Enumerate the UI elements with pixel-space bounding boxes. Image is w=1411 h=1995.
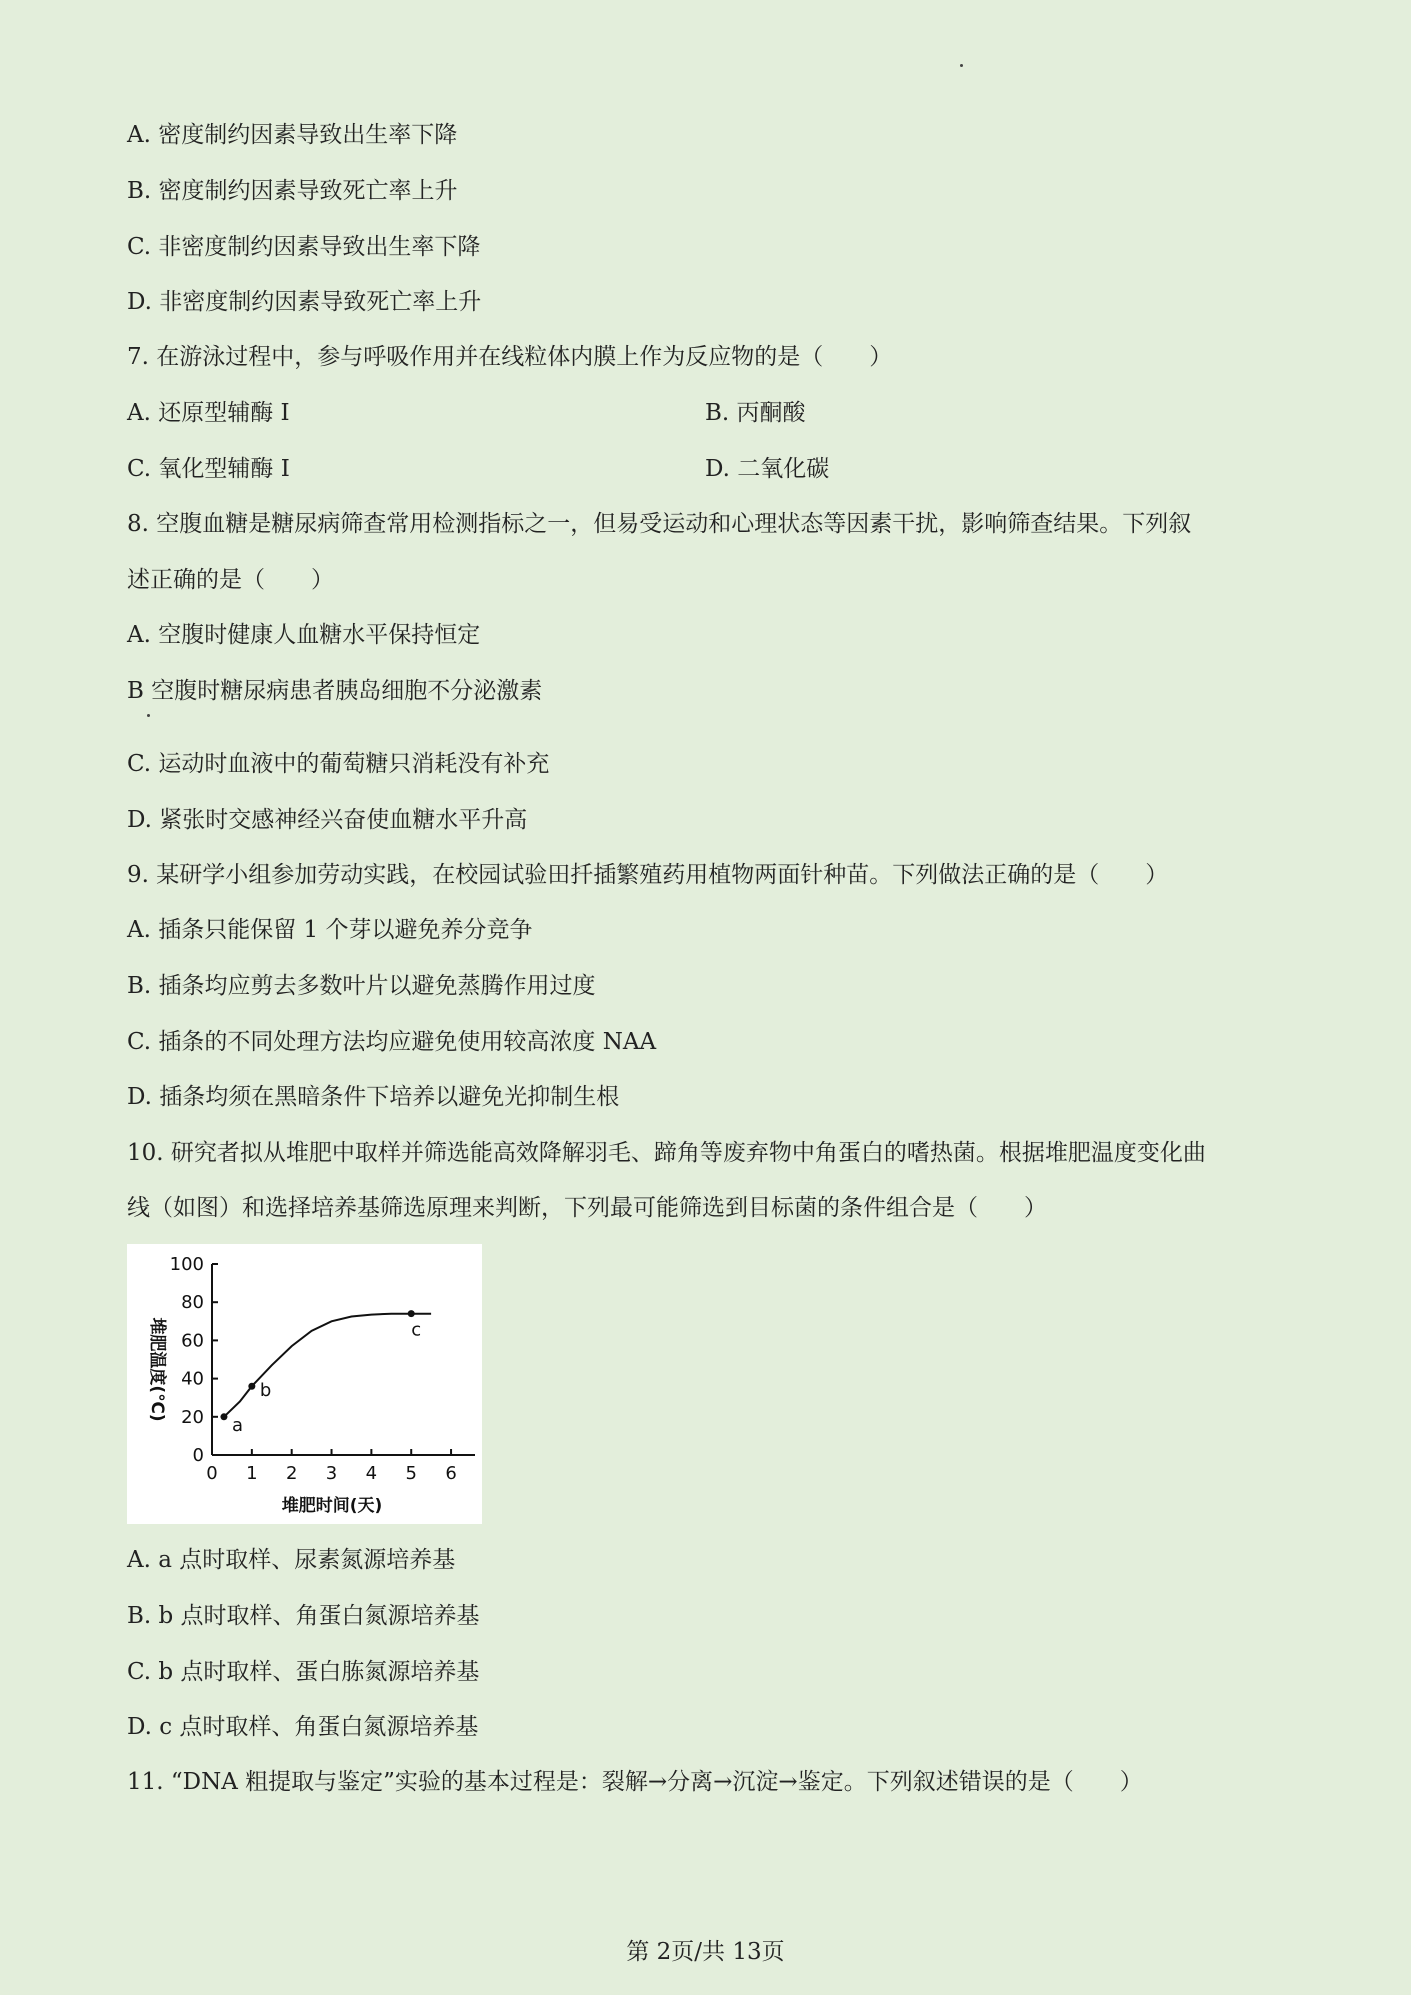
y-tick-label: 0 bbox=[192, 1445, 204, 1466]
q10-stem-line1: 10. 研究者拟从堆肥中取样并筛选能高效降解羽毛、蹄角等废弃物中角蛋白的嗜热菌。根据堆肥温度变化曲 bbox=[127, 1140, 1206, 1166]
x-tick-label: 0 bbox=[206, 1463, 218, 1484]
q8-option-d: D. 紧张时交感神经兴奋使血糖水平升高 bbox=[127, 807, 528, 833]
q7-stem: 7. 在游泳过程中，参与呼吸作用并在线粒体内膜上作为反应物的是（ ） bbox=[127, 344, 893, 370]
q9-stem: 9. 某研学小组参加劳动实践，在校园试验田扦插繁殖药用植物两面针种苗。下列做法正确的是（ ） bbox=[127, 862, 1169, 888]
q6-option-c: C. 非密度制约因素导致出生率下降 bbox=[127, 234, 481, 260]
q10-option-a: A. a 点时取样、尿素氮源培养基 bbox=[127, 1547, 456, 1573]
q11-stem: 11. “DNA 粗提取与鉴定”实验的基本过程是：裂解→分离→沉淀→鉴定。下列叙述错误的是（ ） bbox=[127, 1769, 1143, 1795]
q9-option-d: D. 插条均须在黑暗条件下培养以避免光抑制生根 bbox=[127, 1084, 620, 1110]
data-point-a bbox=[220, 1413, 227, 1420]
q8-option-a: A. 空腹时健康人血糖水平保持恒定 bbox=[127, 622, 481, 648]
q9-option-a: A. 插条只能保留 1 个芽以避免养分竞争 bbox=[127, 917, 533, 943]
x-tick-label: 1 bbox=[246, 1463, 258, 1484]
y-tick-label: 80 bbox=[181, 1292, 204, 1314]
q8-stem-line2: 述正确的是（ ） bbox=[127, 567, 334, 593]
y-axis-title: 堆肥温度(℃) bbox=[147, 1317, 167, 1422]
x-tick-label: 4 bbox=[365, 1463, 378, 1484]
q10-option-b: B. b 点时取样、角蛋白氮源培养基 bbox=[127, 1603, 480, 1629]
q6-option-a: A. 密度制约因素导致出生率下降 bbox=[127, 122, 458, 148]
q10-option-c: C. b 点时取样、蛋白胨氮源培养基 bbox=[127, 1659, 480, 1685]
q7-option-d: D. 二氧化碳 bbox=[705, 456, 830, 482]
stray-dot bbox=[960, 64, 963, 67]
x-tick-label: 2 bbox=[285, 1463, 298, 1484]
x-tick-label: 6 bbox=[445, 1463, 457, 1484]
y-tick-label: 100 bbox=[169, 1254, 204, 1275]
q8-stem-line1: 8. 空腹血糖是糖尿病筛查常用检测指标之一，但易受运动和心理状态等因素干扰，影响筛查结果。下列叙 bbox=[127, 511, 1192, 537]
q8-option-c: C. 运动时血液中的葡萄糖只消耗没有补充 bbox=[127, 751, 550, 777]
series-line-0 bbox=[224, 1314, 431, 1417]
compost-temperature-chart bbox=[127, 1244, 482, 1524]
q6-option-d: D. 非密度制约因素导致死亡率上升 bbox=[127, 289, 482, 315]
data-point-b bbox=[248, 1383, 255, 1390]
y-tick-label: 40 bbox=[181, 1368, 204, 1390]
q8-option-b: B 空腹时糖尿病患者胰岛细胞不分泌激素 bbox=[127, 678, 543, 704]
point-label-a: a bbox=[231, 1414, 243, 1436]
q9-option-c: C. 插条的不同处理方法均应避免使用较高浓度 NAA bbox=[127, 1029, 657, 1055]
page-footer: 第 2页/共 13页 bbox=[626, 1939, 785, 1965]
q7-option-b: B. 丙酮酸 bbox=[705, 400, 806, 426]
x-tick-label: 3 bbox=[325, 1463, 338, 1484]
point-label-b: b bbox=[259, 1380, 272, 1402]
y-tick-label: 60 bbox=[181, 1330, 204, 1352]
x-axis-title: 堆肥时间(天) bbox=[281, 1496, 383, 1516]
chart-svg bbox=[127, 1244, 482, 1524]
y-tick-label: 20 bbox=[181, 1406, 204, 1428]
stray-dot bbox=[147, 714, 150, 717]
q10-option-d: D. c 点时取样、角蛋白氮源培养基 bbox=[127, 1714, 479, 1740]
x-tick-label: 5 bbox=[405, 1463, 417, 1484]
q7-option-c: C. 氧化型辅酶 I bbox=[127, 456, 290, 482]
q9-option-b: B. 插条均应剪去多数叶片以避免蒸腾作用过度 bbox=[127, 973, 596, 999]
point-label-c: c bbox=[411, 1319, 422, 1341]
q10-stem-line2: 线（如图）和选择培养基筛选原理来判断，下列最可能筛选到目标菌的条件组合是（ ） bbox=[127, 1195, 1047, 1221]
q6-option-b: B. 密度制约因素导致死亡率上升 bbox=[127, 178, 458, 204]
q7-option-a: A. 还原型辅酶 I bbox=[127, 400, 290, 426]
data-point-c bbox=[408, 1310, 415, 1317]
